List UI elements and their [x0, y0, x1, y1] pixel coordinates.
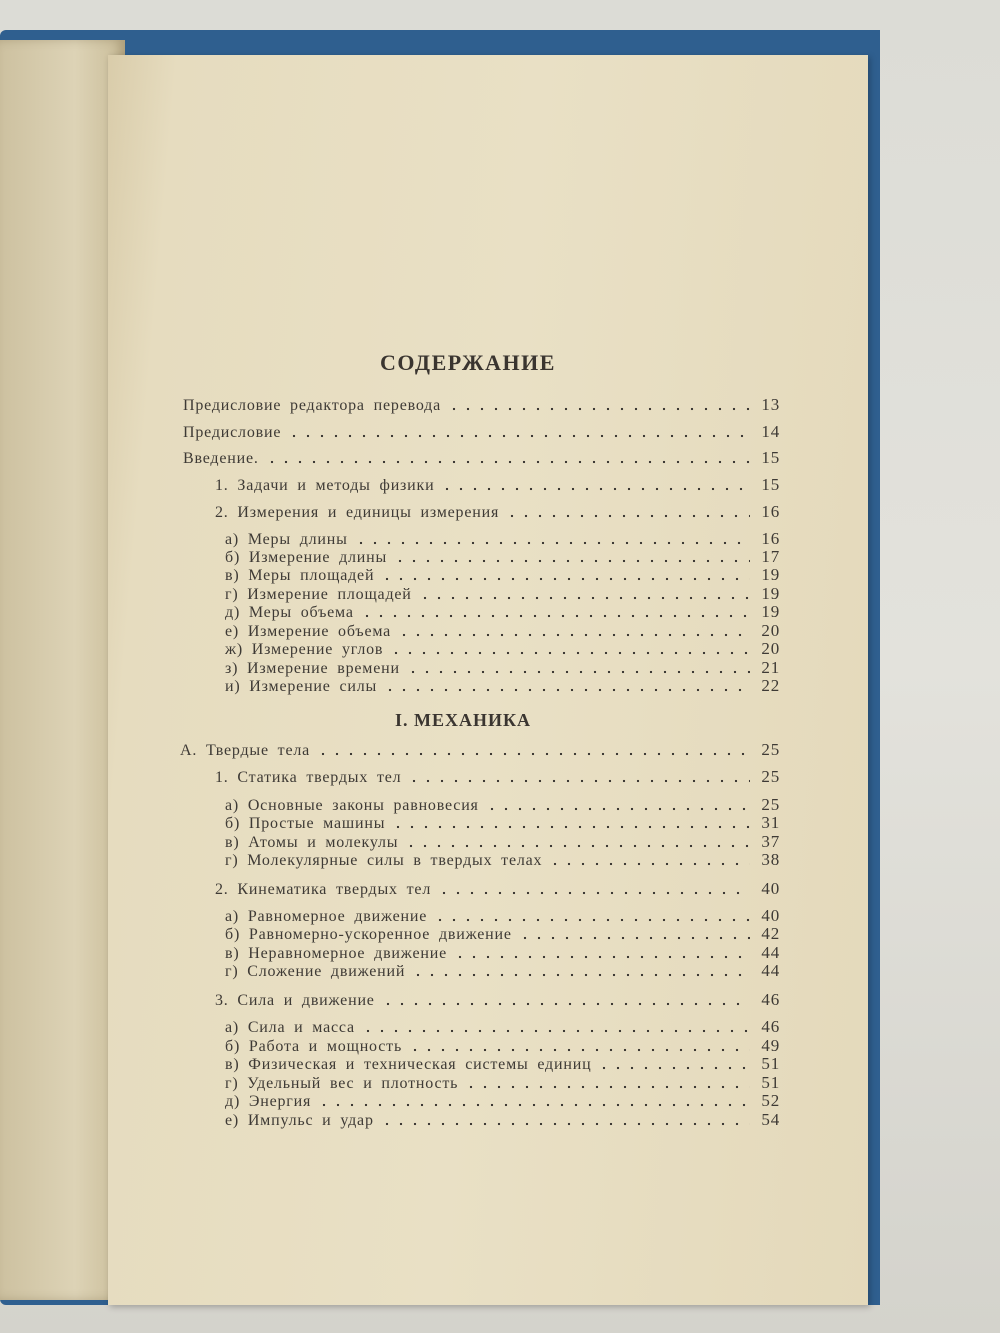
- dot-leader: [407, 779, 750, 783]
- toc-entry-label: е) Измерение объема: [225, 623, 392, 640]
- dot-leader: [437, 891, 750, 895]
- toc-entry-page-number: 15: [761, 475, 780, 494]
- toc-entry: [225, 565, 780, 585]
- dot-leader: [440, 487, 750, 491]
- dot-leader: [404, 844, 750, 848]
- toc-entry-page-number: 44: [761, 961, 780, 980]
- toc-entry-page-number: 20: [761, 621, 780, 640]
- toc-entry: [225, 924, 780, 944]
- toc-entry-label: в) Физическая и техническая системы единиц: [225, 1056, 592, 1073]
- toc-entry-page-number: 49: [761, 1036, 780, 1055]
- dot-leader: [418, 596, 750, 600]
- toc-entry-label: г) Молекулярные силы в твердых телах: [225, 852, 543, 869]
- toc-entry-page-number: 22: [761, 676, 780, 695]
- toc-entry-page-number: 51: [761, 1073, 780, 1092]
- dot-leader: [381, 1002, 750, 1006]
- toc-entry-page-number: 25: [761, 795, 780, 814]
- toc-entry-label: е) Импульс и удар: [225, 1112, 374, 1129]
- section-heading: I. МЕХАНИКА: [394, 710, 532, 730]
- toc-entry: [215, 990, 780, 1010]
- toc-entry-page-number: 31: [761, 813, 780, 832]
- toc-entry-page-number: 25: [761, 740, 780, 759]
- toc-entry-label: з) Измерение времени: [225, 660, 400, 677]
- left-page-edge: [0, 40, 125, 1300]
- toc-entry-page-number: 19: [761, 565, 780, 584]
- toc-entry: [225, 795, 780, 815]
- toc-entry-page-number: 40: [761, 879, 780, 898]
- toc-entry-label: 2. Измерения и единицы измерения: [215, 504, 500, 521]
- toc-entry: [225, 621, 780, 641]
- dot-leader: [485, 807, 750, 811]
- toc-entry-label: д) Энергия: [225, 1093, 312, 1110]
- toc-entry: [225, 1091, 780, 1111]
- toc-entry: [225, 529, 780, 549]
- toc-entry-label: А. Твердые тела: [180, 742, 311, 759]
- toc-entry-page-number: 13: [761, 395, 780, 414]
- dot-leader: [354, 541, 750, 545]
- dot-leader: [406, 670, 750, 674]
- dot-leader: [447, 407, 750, 411]
- toc-entry-page-number: 40: [761, 906, 780, 925]
- toc-entry: [225, 961, 780, 981]
- toc-entry: [215, 767, 780, 787]
- toc-entry-label: 1. Статика твердых тел: [215, 769, 402, 786]
- toc-entry-label: б) Простые машины: [225, 815, 386, 832]
- toc-entry: [225, 1017, 780, 1037]
- dot-leader: [453, 955, 750, 959]
- toc-entry-label: а) Сила и масса: [225, 1019, 355, 1036]
- toc-entry-label: б) Измерение длины: [225, 549, 388, 566]
- toc-entry-label: б) Работа и мощность: [225, 1038, 403, 1055]
- toc-entry-page-number: 21: [761, 658, 780, 677]
- toc-entry-label: г) Удельный вес и плотность: [225, 1075, 459, 1092]
- dot-leader: [393, 559, 750, 563]
- toc-entry-page-number: 20: [761, 639, 780, 658]
- toc-entry-label: в) Атомы и молекулы: [225, 834, 399, 851]
- dot-leader: [383, 688, 750, 692]
- dot-leader: [597, 1066, 750, 1070]
- toc-entry-page-number: 51: [761, 1054, 780, 1073]
- toc-entry-page-number: 42: [761, 924, 780, 943]
- toc-entry: [183, 422, 780, 442]
- toc-entry-page-number: 17: [761, 547, 780, 566]
- toc-title: СОДЕРЖАНИЕ: [380, 350, 556, 375]
- toc-entry-label: ж) Измерение углов: [225, 641, 384, 658]
- dot-leader: [317, 1103, 750, 1107]
- toc-entry-label: Введение.: [183, 450, 259, 467]
- dot-leader: [380, 577, 750, 581]
- toc-entry: [215, 879, 780, 899]
- toc-entry: [225, 813, 780, 833]
- dot-leader: [361, 1029, 750, 1033]
- toc-entry-page-number: 37: [761, 832, 780, 851]
- toc-entry-page-number: 16: [761, 529, 780, 548]
- dot-leader: [397, 633, 750, 637]
- toc-entry-page-number: 46: [761, 1017, 780, 1036]
- toc-entry: [225, 906, 780, 926]
- toc-entry-page-number: 38: [761, 850, 780, 869]
- toc-entry: [225, 1110, 780, 1130]
- toc-entry-label: 2. Кинематика твердых тел: [215, 881, 432, 898]
- toc-entry-label: 1. Задачи и методы физики: [215, 477, 435, 494]
- toc-entry: [183, 395, 780, 415]
- dot-leader: [391, 825, 750, 829]
- toc-entry-page-number: 46: [761, 990, 780, 1009]
- book-page: [108, 55, 868, 1305]
- toc-entry-page-number: 52: [761, 1091, 780, 1110]
- dot-leader: [548, 862, 750, 866]
- toc-entry-label: г) Измерение площадей: [225, 586, 412, 603]
- toc-entry-page-number: 19: [761, 584, 780, 603]
- toc-entry-page-number: 16: [761, 502, 780, 521]
- toc-entry-page-number: 44: [761, 943, 780, 962]
- toc-entry: [225, 547, 780, 567]
- toc-entry: [225, 602, 780, 622]
- toc-entry-label: Предисловие: [183, 424, 282, 441]
- toc-entry-label: б) Равномерно-ускоренное движение: [225, 926, 512, 943]
- dot-leader: [389, 651, 750, 655]
- dot-leader: [287, 434, 750, 438]
- toc-entry: [225, 943, 780, 963]
- dot-leader: [265, 460, 750, 464]
- toc-entry-page-number: 14: [761, 422, 780, 441]
- toc-entry-page-number: 54: [761, 1110, 780, 1129]
- toc-entry-label: д) Меры объема: [225, 604, 354, 621]
- toc-entry: [225, 1036, 780, 1056]
- toc-entry-page-number: 15: [761, 448, 780, 467]
- toc-entry-label: г) Сложение движений: [225, 963, 406, 980]
- toc-entry-page-number: 25: [761, 767, 780, 786]
- toc-entry: [225, 1054, 780, 1074]
- toc-entry-page-number: 19: [761, 602, 780, 621]
- toc-entry-label: 3. Сила и движение: [215, 992, 375, 1009]
- dot-leader: [433, 918, 750, 922]
- dot-leader: [411, 973, 750, 977]
- toc-entry-label: и) Измерение силы: [225, 678, 378, 695]
- toc-entry: [225, 832, 780, 852]
- toc-entry: [225, 1073, 780, 1093]
- dot-leader: [505, 514, 750, 518]
- toc-entry: [180, 740, 780, 760]
- toc-entry-label: а) Меры длины: [225, 531, 348, 548]
- toc-entry-label: Предисловие редактора перевода: [183, 397, 442, 414]
- dot-leader: [408, 1048, 750, 1052]
- toc-entry: [225, 850, 780, 870]
- toc-entry: [215, 475, 780, 495]
- dot-leader: [518, 936, 750, 940]
- toc-entry-label: в) Неравномерное движение: [225, 945, 447, 962]
- toc-entry: [215, 502, 780, 522]
- dot-leader: [464, 1085, 750, 1089]
- toc-entry: [183, 448, 780, 468]
- toc-entry: [225, 658, 780, 678]
- toc-entry-label: а) Равномерное движение: [225, 908, 428, 925]
- toc-entry: [225, 584, 780, 604]
- dot-leader: [360, 614, 750, 618]
- dot-leader: [316, 752, 750, 756]
- toc-entry-label: а) Основные законы равновесия: [225, 797, 479, 814]
- toc-entry-label: в) Меры площадей: [225, 567, 375, 584]
- toc-entry: [225, 639, 780, 659]
- dot-leader: [380, 1122, 750, 1126]
- toc-entry: [225, 676, 780, 696]
